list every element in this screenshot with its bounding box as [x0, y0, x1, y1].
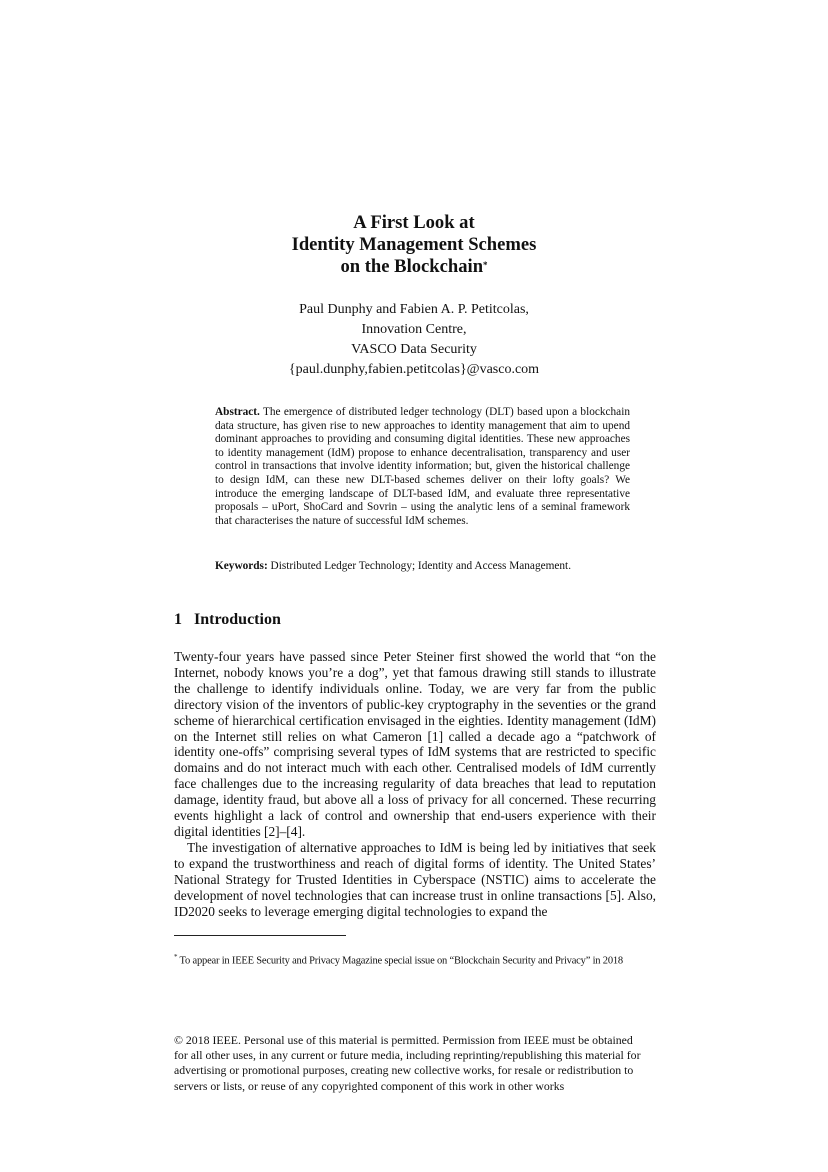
keywords-label: Keywords: [215, 560, 268, 572]
affiliation-1: Innovation Centre, [361, 322, 467, 337]
author-email: {paul.dunphy,fabien.petitcolas}@vasco.com [288, 362, 540, 377]
keywords-text: Distributed Ledger Technology; Identity and Access Management. [267, 560, 572, 572]
footnote-text: To appear in IEEE Security and Privacy Magazine special issue on “Blockchain Security and Privacy” in 2018 [177, 955, 623, 967]
body-paragraph-2: The investigation of alternative approaches to IdM is being led by initiatives that seek to expand the trustworthiness and reach of digital forms of identity. The United States’ National Strategy for Trusted Identities in Cyberspace (NSTIC) aims to accelerate the development of novel technologies that can increase trust in online transactions [5]. Also, ID2020 seeks to leverage emerging digital technologies to expand the [174, 839, 656, 919]
author-block [0, 300, 828, 380]
section-number: 1 [174, 611, 182, 628]
authors: Paul Dunphy and Fabien A. P. Petitcolas, [299, 302, 529, 317]
abstract [215, 406, 630, 528]
body-paragraph-1: Twenty-four years have passed since Peter Steiner first showed the world that “on the Internet, nobody knows you’re a dog”, yet that famous drawing still stands to illustrate the challenge to identify individuals online. Today, we are very far from the public directory vision of the inventors of public-key cryptography in the seventies or the grand scheme of hierarchical certification envisaged in the eighties. Identity management (IdM) on the Internet still relies on what Cameron [1] called a decade ago a “patchwork of identity one-offs” comprising several types of IdM systems that are restricted to specific domains and do not interact much with each other. Centralised models of IdM currently face challenges due to the increasing regularity of data breaches that lead to reputation damage, identity fraud, but above all a loss of privacy for all concerned. These recurring events highlight a lack of control and ownership that end-users experience with their digital identities [2]–[4]. [174, 649, 656, 839]
copyright-notice: © 2018 IEEE. Personal use of this material is permitted. Permission from IEEE must be obtained for all other uses, in any current or future media, including reprinting/republishing this material for advertising or promotional purposes, creating new collective works, for resale or redistribution to servers or lists, or reuse of any copyrighted component of this work in other works [174, 1033, 641, 1093]
footnote [174, 950, 664, 969]
section-title: Introduction [194, 611, 281, 628]
title-footnote-mark: * [483, 260, 488, 270]
body-text [174, 649, 656, 919]
keywords [215, 559, 630, 573]
abstract-text: The emergence of distributed ledger technology (DLT) based upon a blockchain data structure, has given rise to new approaches to identity management that aim to upend dominant approaches to providing and consuming digital identities. These new approaches to identity management (IdM) propose to enhance decentralisation, transparency and user control in transactions that involve identity information; but, given the historical challenge to design IdM, can these new DLT-based schemes deliver on their lofty goals? We introduce the emerging landscape of DLT-based IdM, and evaluate three representative proposals – uPort, ShoCard and Sovrin – using the analytic lens of a seminal framework that characterises the nature of successful IdM schemes. [215, 406, 630, 527]
affiliation-2: VASCO Data Security [351, 342, 477, 357]
title-line-1: A First Look at [353, 212, 475, 233]
footnote-mark: * [174, 953, 178, 961]
footnote-divider [174, 935, 346, 936]
title-line-2: Identity Management Schemes [291, 234, 537, 255]
section-heading [174, 610, 281, 630]
paper-title [0, 212, 828, 278]
title-line-3 [0, 256, 828, 278]
abstract-label: Abstract. [215, 406, 260, 418]
title-line-3-text: on the Blockchain [340, 256, 484, 277]
